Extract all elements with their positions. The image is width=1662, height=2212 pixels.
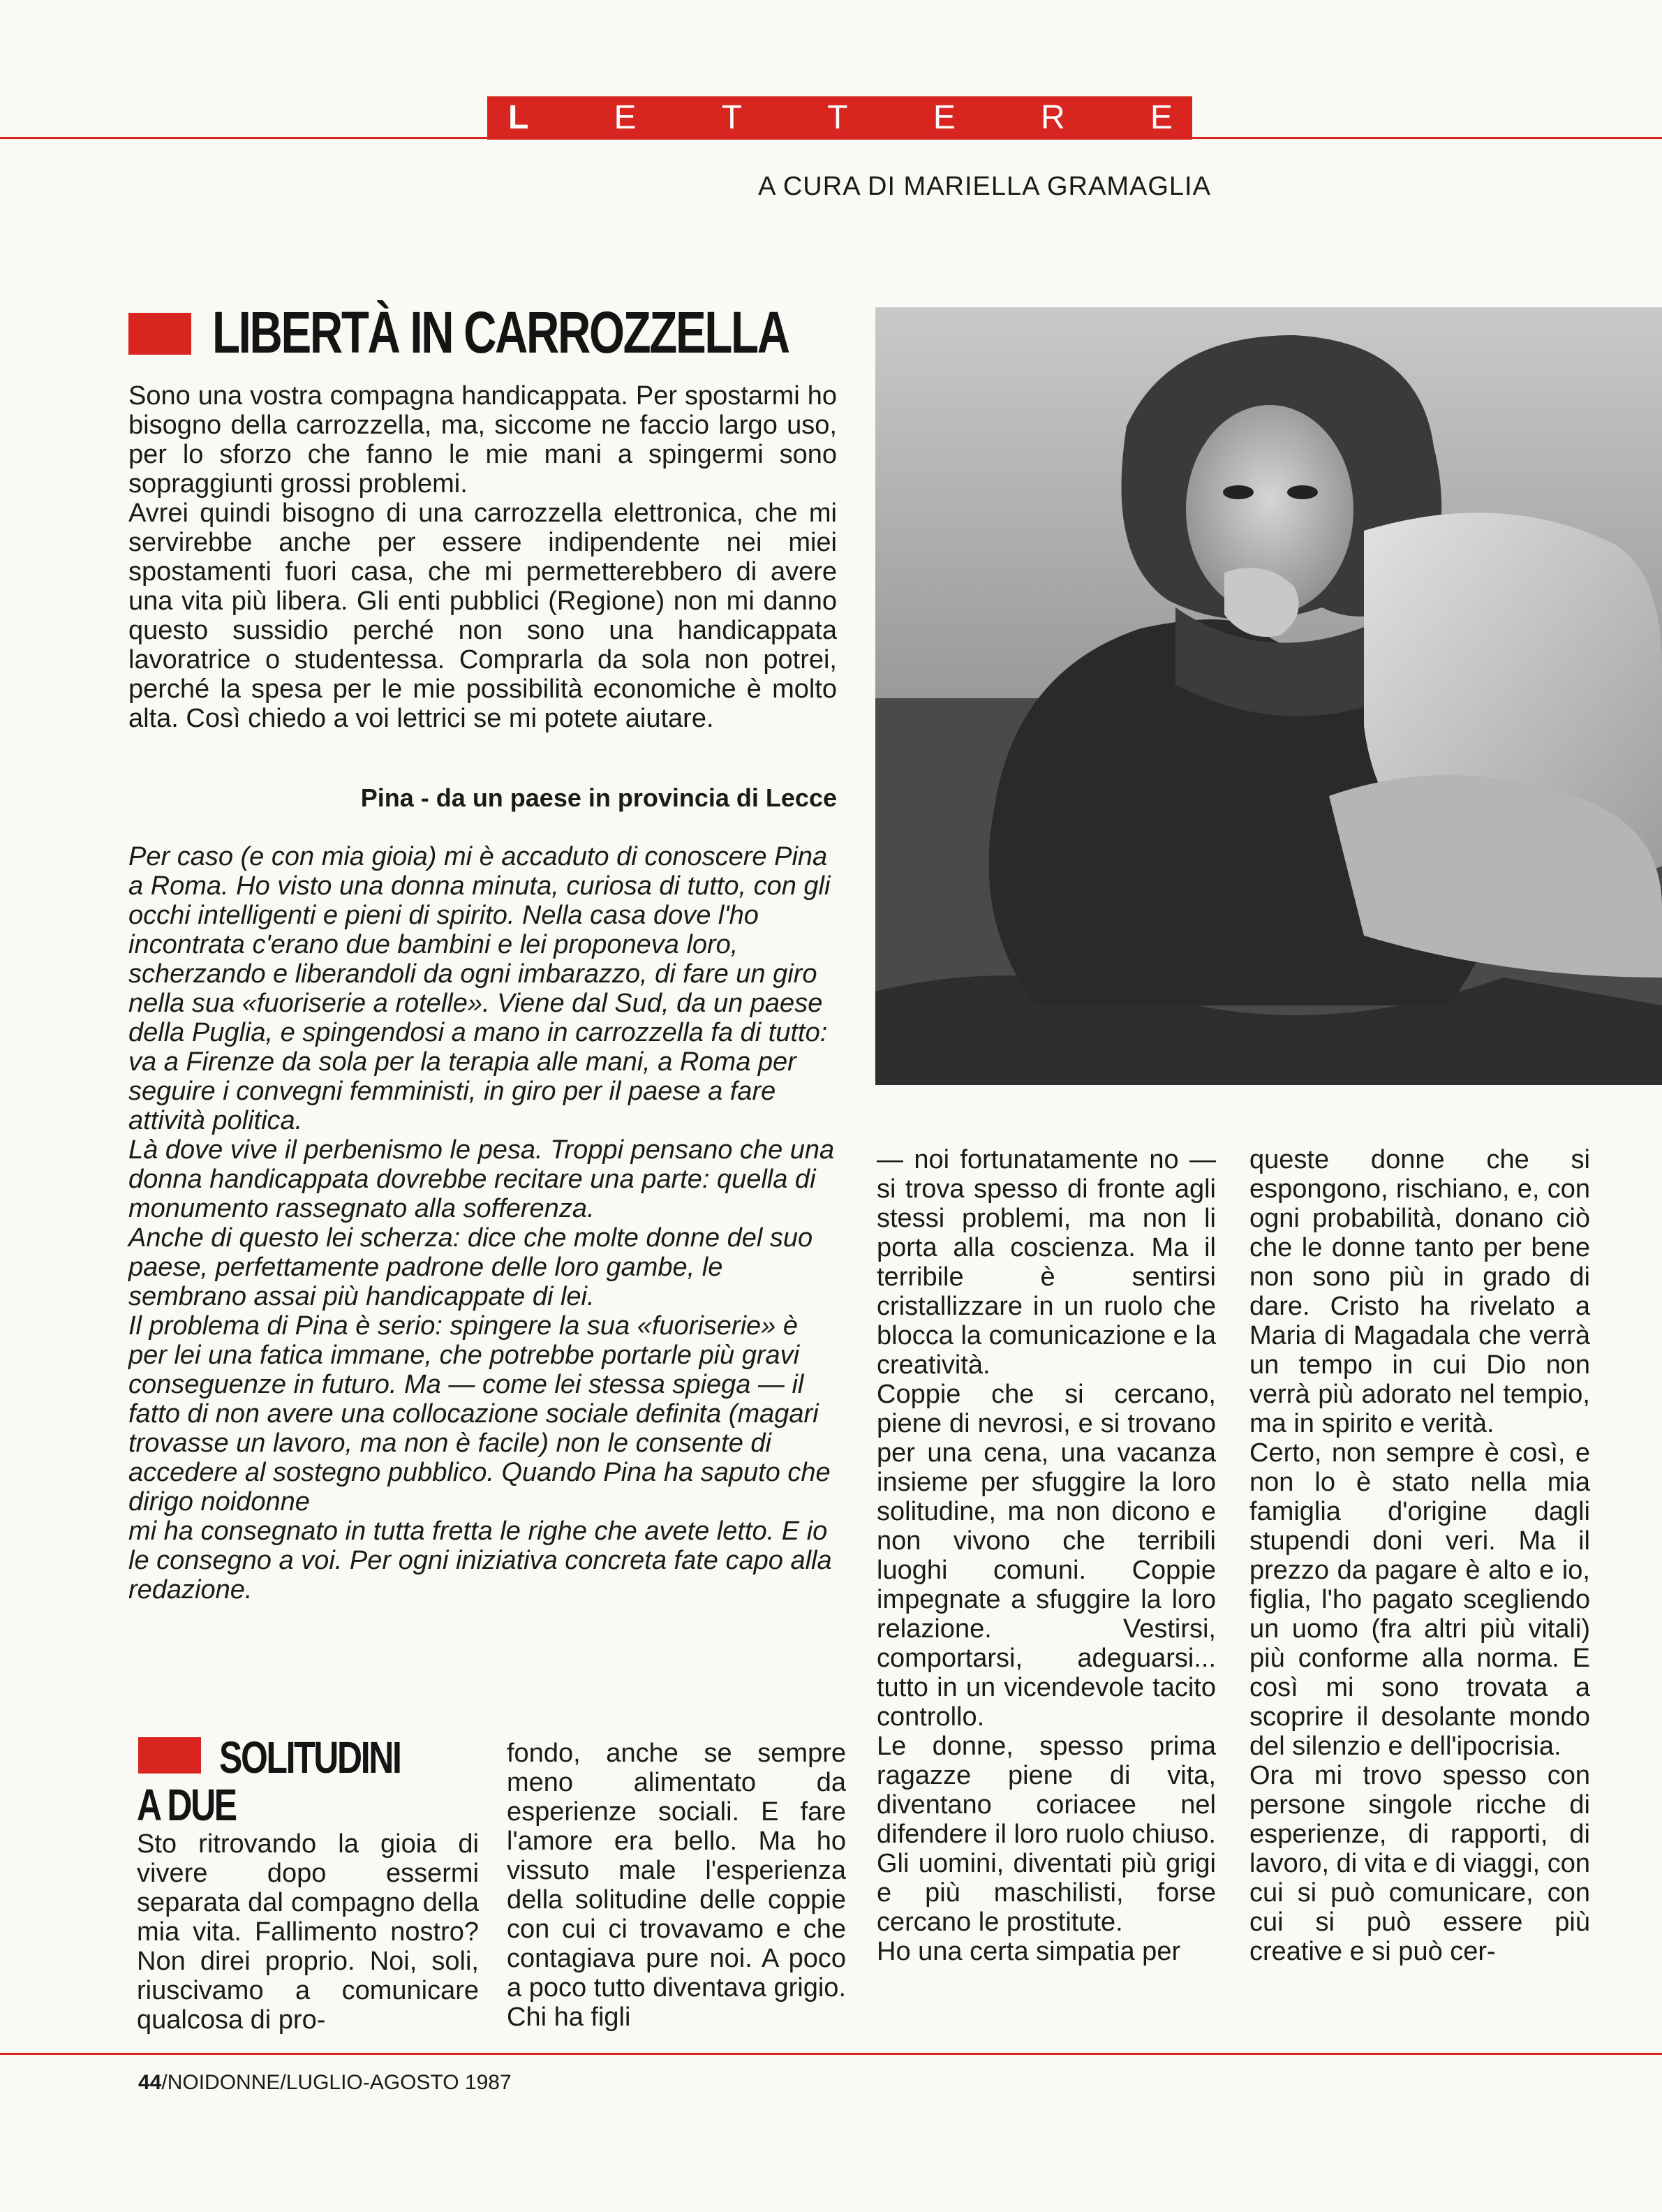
article-column-3 [877, 1145, 1216, 1966]
reply-paragraph: Per caso (e con mia gioia) mi è accaduto di conoscere Pina a Roma. Ho visto una donna minuta, curiosa di tutto, con gli occhi intelligenti e pieni di spirito. Nella casa dove l'ho incontrata c'erano due bambini e lei proponeva loro, scherzando e liberandoli da ogni imbarazzo, di fare un giro nella sua «fuoriserie a rotelle». Viene dal Sud, da un paese della Puglia, e spingendosi a mano in carrozzella fa di tutto: va a Firenze da sola per la terapia alle mani, a Roma per seguire i convegni femministi, in giro per il paese a fare attività politica. [128, 842, 831, 1135]
page-number: 44 [138, 2071, 162, 2094]
column-paragraph: Ora mi trovo spesso con persone singole ricche di esperienze, di rapporti, di lavoro, di vita e di viaggi, con cui si può comunicare, con cui si può essere più creative e si può cer- [1249, 1761, 1590, 1966]
editor-reply [128, 842, 837, 1605]
reply-paragraph: Là dove vive il perbenismo le pesa. Troppi pensano che una donna handicappata dovrebbe recitare una parte: quella di monumento rassegnato alla sofferenza. [128, 1135, 835, 1223]
section-letter: E [933, 99, 956, 136]
letter-paragraph: Sono una vostra compagna handicappata. Per spostarmi ho bisogno della carrozzella, ma, siccome ne faccio largo uso, per lo sforzo che fanno le mie mani a spingermi sono sopraggiunti grossi problemi. [128, 381, 837, 499]
section-letter: T [827, 99, 848, 136]
letter-text [128, 381, 837, 733]
column-paragraph: fondo, anche se sempre meno alimentato da esperienze sociali. E fare l'amore era bello. Ma ho vissuto male l'esperienza della solitudine delle coppie con cui ci trovavamo e che contagiava pure noi. A poco a poco tutto diventava grigio. Chi ha figli [507, 1739, 846, 2032]
footer-publication: /NOIDONNE/LUGLIO-AGOSTO 1987 [161, 2071, 512, 2094]
photo-woman-portrait [875, 307, 1662, 1085]
footer-rule [0, 2053, 1662, 2055]
page-footer [138, 2071, 512, 2095]
section-letter: L [508, 99, 529, 136]
column-paragraph: Certo, non sempre è così, e non lo è stato nella mia famiglia d'origine dagli stupendi doni veri. Ma il prezzo da pagare è alto e io, figlia, l'ho pagato scegliendo un uomo (fra altri più vitali) più conforme alla norma. E così mi sono trovata a scoprire il desolante mondo del silenzio e dell'ipocrisia. [1249, 1438, 1590, 1761]
column-paragraph: Coppie che si cercano, piene di nevrosi, e si trovano per una cena, una vacanza insieme per sfuggire la loro solitudine, ma non dicono e non vivono che terribili luoghi comuni. Coppie impegnate a sfuggire la loro relazione. Vestirsi, comportarsi, adeguarsi... tutto in un vicendevole tacito controllo. [877, 1380, 1216, 1732]
curator-credit: A CURA DI MARIELLA GRAMAGLIA [758, 172, 1211, 201]
headline-marker [138, 1737, 201, 1774]
article-headline: LIBERTÀ IN CARROZZELLA [212, 300, 789, 365]
headline-marker [128, 313, 191, 355]
column-paragraph: Ho una certa simpatia per [877, 1937, 1181, 1966]
header-rule-left [0, 137, 487, 139]
section-letter: T [721, 99, 743, 136]
reply-paragraph: mi ha consegnato in tutta fretta le righe che avete letto. E io le consegno a voi. Per ogni iniziativa concreta fate capo alla redazione. [128, 1517, 832, 1605]
section-letter: E [1150, 99, 1173, 136]
column-paragraph: — noi fortunatamente no — si trova spesso di fronte agli stessi problemi, ma non li porta alla coscienza. Ma il terribile è sentirsi cristallizzare in un ruolo che blocca la comunicazione e la creatività. [877, 1145, 1216, 1380]
letter-paragraph: Avrei quindi bisogno di una carrozzella elettronica, che mi servirebbe anche per essere indipendente nei miei spostamenti fuori casa, che mi permetterebbero di avere una vita più libera. Gli enti pubblici (Regione) non mi danno questo sussidio perché non sono una handicappata lavoratrice o studentessa. Comprarla da sola non potrei, perché la spesa per le mie possibilità economiche è molto alta. Così chiedo a voi lettrici se mi potete aiutare. [128, 499, 837, 733]
reply-paragraph: Anche di questo lei scherza: dice che molte donne del suo paese, perfettamente padrone delle loro gambe, le sembrano assai più handicappate di lei. [128, 1223, 813, 1311]
article-headline: SOLITUDINI [219, 1732, 401, 1783]
column-paragraph: Le donne, spesso prima ragazze piene di vita, diventano coriacee nel difendere il loro ruolo chiuso. Gli uomini, diventati più grigi e più maschilisti, forse cercano le prostitute. [877, 1732, 1216, 1937]
column-paragraph: queste donne che si espongono, rischiano, e, con ogni probabilità, donano ciò che le donne tanto per bene non sono più in grado di dare. Cristo ha rivelato a Maria di Magadala che verrà un tempo in cui Dio non verrà più adorato nel tempio, ma in spirito e verità. [1249, 1145, 1590, 1438]
section-letter: R [1041, 99, 1065, 136]
reply-paragraph: Il problema di Pina è serio: spingere la sua «fuoriserie» è per lei una fatica immane, che potrebbe portarle più gravi conseguenze in futuro. Ma — come lei stessa spiega — il fatto di non avere una collocazione sociale definita (magari trovasse un lavoro, ma non è facile) non le consente di accedere al sostegno pubblico. Quando Pina ha saputo che dirigo noidonne [128, 1311, 831, 1517]
section-banner [487, 96, 1192, 140]
article-column-2 [507, 1739, 846, 2032]
letter-signature: Pina - da un paese in provincia di Lecce [360, 783, 837, 812]
article-headline-second-line: A DUE [137, 1780, 236, 1830]
section-letter: E [614, 99, 637, 136]
photo-image [875, 307, 1662, 1085]
column-paragraph: Sto ritrovando la gioia di vivere dopo essermi separata dal compagno della mia vita. Fallimento nostro? Non direi proprio. Noi, soli, riuscivamo a comunicare qualcosa di pro- [137, 1829, 479, 2035]
article-column-1 [137, 1829, 479, 2035]
header-rule-right [1192, 137, 1662, 139]
article-column-4 [1249, 1145, 1590, 1966]
